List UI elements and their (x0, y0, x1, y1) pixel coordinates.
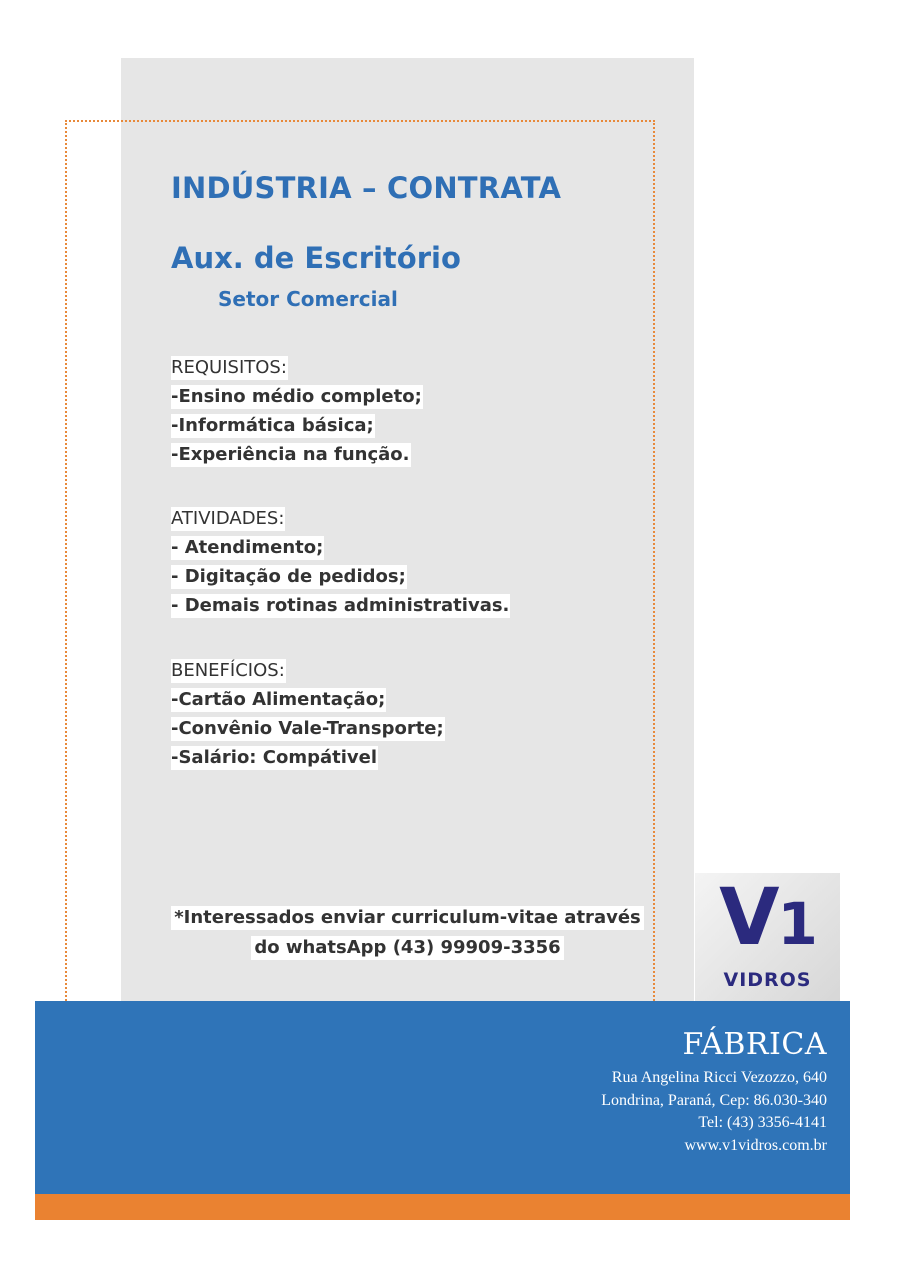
atividades-heading-row (171, 507, 510, 536)
atividades-heading: ATIVIDADES: (171, 508, 285, 529)
beneficios-heading: BENEFÍCIOS: (171, 660, 285, 681)
contact-line (121, 906, 694, 936)
company-logo (695, 873, 840, 1001)
logo-wordmark: VIDROS (723, 969, 812, 991)
job-title: Aux. de Escritório (171, 241, 461, 275)
beneficios-section (171, 659, 445, 775)
contact-line-text: *Interessados enviar curriculum-vitae através (171, 906, 644, 930)
address-city: Londrina, Paraná, Cep: 86.030-340 (601, 1091, 827, 1109)
logo-mark-number: 1 (777, 890, 816, 958)
list-item-text: -Salário: Compátivel (171, 747, 378, 768)
beneficios-heading-row (171, 659, 445, 688)
footer-title: FÁBRICA (682, 1027, 827, 1062)
logo-mark (695, 875, 840, 967)
job-sector: Setor Comercial (218, 287, 398, 311)
list-item (171, 594, 510, 623)
footer-phone: Tel: (43) 3356-4141 (698, 1114, 827, 1131)
requisitos-heading-row (171, 356, 423, 385)
contact-line (121, 936, 694, 966)
list-item-text: -Informática básica; (171, 415, 374, 436)
footer-website: www.v1vidros.com.br (684, 1136, 827, 1154)
list-item (171, 443, 423, 472)
list-item (171, 717, 445, 746)
requisitos-section (171, 356, 423, 472)
list-item-text: -Convênio Vale-Transporte; (171, 718, 444, 739)
list-item-text: -Experiência na função. (171, 444, 410, 465)
list-item-text: - Demais rotinas administrativas. (171, 595, 510, 616)
list-item-text: -Cartão Alimentação; (171, 689, 386, 710)
list-item (171, 746, 445, 775)
contact-whatsapp-text: do whatsApp (43) 99909-3356 (251, 936, 563, 960)
list-item-text: - Atendimento; (171, 537, 324, 558)
list-item (171, 385, 423, 414)
requisitos-heading: REQUISITOS: (171, 357, 287, 378)
address-street: Rua Angelina Ricci Vezozzo, 640 (611, 1069, 827, 1086)
atividades-section (171, 507, 510, 623)
list-item-text: - Digitação de pedidos; (171, 566, 406, 587)
list-item (171, 536, 510, 565)
footer-banner (35, 1001, 850, 1194)
list-item-text: -Ensino médio completo; (171, 386, 422, 407)
footer-address (601, 1067, 827, 1157)
footer-stripe (35, 1194, 850, 1220)
contact-info (121, 906, 694, 966)
list-item (171, 565, 510, 594)
list-item (171, 688, 445, 717)
logo-mark-letter: V (719, 873, 778, 963)
list-item (171, 414, 423, 443)
page-title: INDÚSTRIA – CONTRATA (171, 171, 562, 205)
